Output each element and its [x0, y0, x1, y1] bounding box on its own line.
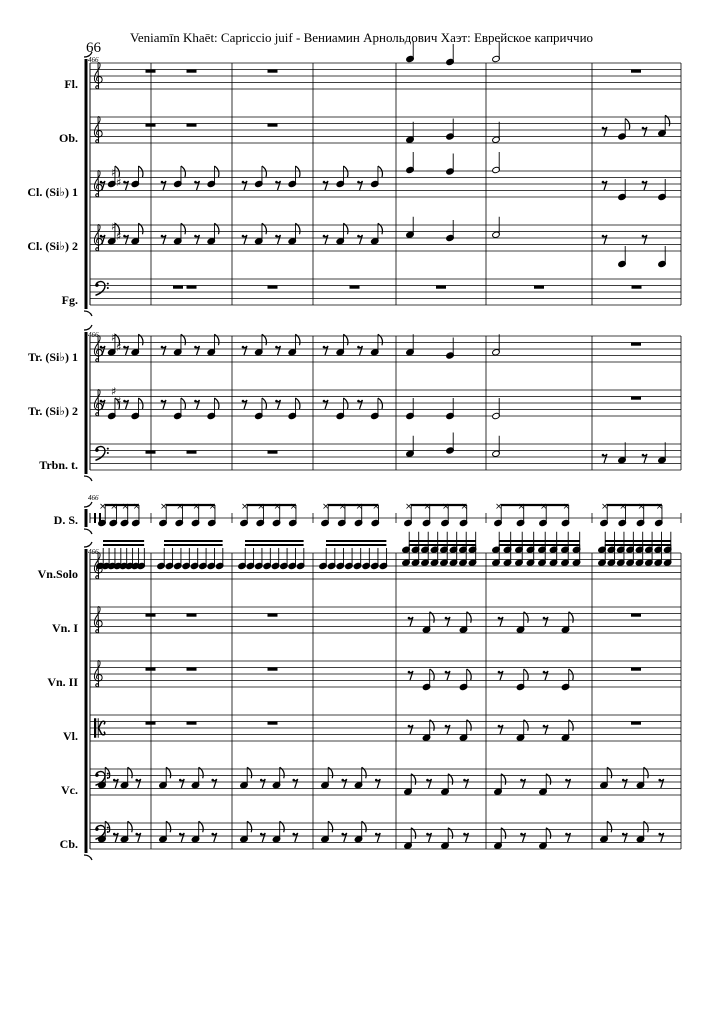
eighth-rest-icon [161, 400, 164, 403]
cymbal-x-icon: × [517, 502, 526, 512]
cymbal-x-icon: × [540, 502, 548, 512]
cymbal-x-icon: × [619, 502, 627, 512]
whole-rest-icon [173, 286, 183, 289]
eighth-rest-icon [292, 779, 295, 782]
cymbal-x-icon: × [160, 502, 168, 512]
cymbal-x-icon: × [601, 502, 609, 512]
eighth-rest-icon [408, 725, 411, 728]
measure-number-percussion: 466 [88, 494, 99, 502]
whole-rest-icon [268, 722, 278, 725]
whole-rest-icon [187, 451, 197, 454]
cymbal-x-icon: × [338, 502, 347, 512]
whole-rest-icon [187, 124, 197, 127]
whole-rest-icon [631, 343, 641, 346]
cymbal-x-icon: × [121, 502, 130, 512]
eighth-rest-icon [357, 400, 360, 403]
eighth-rest-icon [275, 400, 278, 403]
eighth-rest-icon [123, 235, 126, 238]
eighth-rest-icon [161, 235, 164, 238]
cymbal-x-icon: × [192, 502, 201, 512]
eighth-rest-icon [426, 833, 429, 836]
cymbal-x-icon: × [423, 502, 432, 512]
whole-rest-icon [534, 286, 544, 289]
cymbal-x-icon: × [655, 502, 664, 512]
cymbal-x-icon: × [273, 502, 282, 512]
eighth-rest-icon [565, 833, 568, 836]
cymbal-x-icon: × [562, 502, 571, 512]
instrument-label-drum-set: D. S. [53, 513, 78, 527]
eighth-rest-icon [445, 725, 448, 728]
eighth-rest-icon [543, 617, 546, 620]
cymbal-x-icon: × [495, 502, 503, 512]
eighth-rest-icon [135, 833, 138, 836]
note-flag [181, 166, 186, 177]
eighth-rest-icon [463, 833, 466, 836]
whole-rest-icon [187, 286, 197, 289]
cymbal-x-icon: × [110, 502, 118, 512]
cymbal-x-icon: × [289, 502, 298, 512]
eighth-rest-icon [123, 400, 126, 403]
instrument-label-flute: Fl. [64, 77, 78, 91]
eighth-rest-icon [622, 833, 625, 836]
cymbal-x-icon: × [208, 502, 217, 512]
whole-rest-icon [187, 614, 197, 617]
eighth-rest-icon [135, 779, 138, 782]
sharp-icon: ♯ [111, 220, 117, 233]
eighth-rest-icon [543, 671, 546, 674]
cymbal-x-icon: × [132, 502, 141, 512]
eighth-rest-icon [498, 617, 501, 620]
eighth-rest-icon [602, 127, 605, 130]
eighth-rest-icon [642, 235, 645, 238]
eighth-rest-icon [242, 235, 245, 238]
whole-rest-icon [631, 722, 641, 725]
eighth-rest-icon [194, 346, 197, 349]
eighth-rest-icon [242, 346, 245, 349]
eighth-rest-icon [565, 779, 568, 782]
bass-clef-icon [95, 282, 109, 296]
instrument-label-cello: Vc. [61, 783, 78, 797]
measure-number-brass: 466 [88, 331, 99, 339]
note-flag [138, 166, 143, 177]
eighth-rest-icon [323, 181, 326, 184]
instrument-label-trumpet1: Tr. (Si♭) 1 [28, 350, 78, 364]
cymbal-x-icon: × [241, 502, 249, 512]
instrument-label-bassoon: Fg. [61, 293, 78, 307]
eighth-rest-icon [445, 617, 448, 620]
instrument-label-viola: Vl. [63, 729, 78, 743]
cymbal-x-icon: × [405, 502, 413, 512]
instrument-label-violin1: Vn. I [51, 621, 78, 635]
whole-rest-icon [268, 668, 278, 671]
eighth-rest-icon [498, 725, 501, 728]
eighth-rest-icon [658, 779, 661, 782]
whole-rest-icon [146, 451, 156, 454]
sharp-icon: ♯ [111, 331, 117, 344]
bass-clef-icon [95, 447, 109, 461]
note-flag [378, 398, 383, 409]
eighth-rest-icon [292, 833, 295, 836]
page-number: 66 [86, 40, 101, 56]
whole-rest-icon [436, 286, 446, 289]
note-flag [378, 166, 383, 177]
eighth-rest-icon [426, 779, 429, 782]
eighth-rest-icon [194, 400, 197, 403]
measure-number-strings: 466 [88, 548, 99, 556]
eighth-rest-icon [100, 400, 103, 403]
eighth-rest-icon [463, 779, 466, 782]
sharp-icon: ♯ [116, 341, 122, 354]
note-flag [625, 119, 630, 130]
eighth-rest-icon [341, 779, 344, 782]
eighth-rest-icon [323, 346, 326, 349]
instrument-label-clarinet2: Cl. (Si♭) 2 [27, 239, 78, 253]
sharp-icon: ♯ [111, 166, 117, 179]
instrument-label-oboe: Ob. [58, 131, 78, 145]
eighth-rest-icon [498, 671, 501, 674]
eighth-rest-icon [211, 833, 214, 836]
instrument-label-clarinet1: Cl. (Si♭) 1 [27, 185, 78, 199]
eighth-rest-icon [260, 833, 263, 836]
whole-rest-icon [146, 124, 156, 127]
eighth-rest-icon [179, 779, 182, 782]
whole-rest-icon [146, 614, 156, 617]
note-flag [214, 398, 219, 409]
note-flag [214, 166, 219, 177]
eighth-rest-icon [100, 346, 103, 349]
eighth-rest-icon [520, 833, 523, 836]
eighth-rest-icon [123, 181, 126, 184]
eighth-rest-icon [375, 833, 378, 836]
cymbal-x-icon: × [372, 502, 380, 512]
eighth-rest-icon [357, 235, 360, 238]
instrument-label-contrabass: Cb. [59, 837, 78, 851]
eighth-rest-icon [211, 779, 214, 782]
note-flag [295, 166, 300, 177]
eighth-rest-icon [275, 235, 278, 238]
eighth-rest-icon [161, 181, 164, 184]
eighth-rest-icon [123, 346, 126, 349]
sharp-icon: ♯ [116, 395, 122, 408]
note-flag [295, 398, 300, 409]
eighth-rest-icon [602, 454, 605, 457]
eighth-rest-icon [602, 181, 605, 184]
whole-rest-icon [187, 70, 197, 73]
cymbal-x-icon: × [176, 502, 184, 512]
eighth-rest-icon [323, 400, 326, 403]
note-flag [262, 398, 267, 409]
whole-rest-icon [350, 286, 360, 289]
eighth-rest-icon [194, 235, 197, 238]
note-flag [467, 669, 472, 680]
eighth-rest-icon [242, 181, 245, 184]
note-flag [430, 669, 435, 680]
whole-rest-icon [268, 451, 278, 454]
note-flag [569, 669, 574, 680]
whole-rest-icon [631, 668, 641, 671]
eighth-rest-icon [260, 779, 263, 782]
cymbal-x-icon: × [637, 502, 646, 512]
cymbal-x-icon: × [355, 502, 364, 512]
eighth-rest-icon [642, 181, 645, 184]
eighth-rest-icon [622, 779, 625, 782]
eighth-rest-icon [100, 235, 103, 238]
cymbal-x-icon: × [257, 502, 265, 512]
note-flag [524, 669, 529, 680]
instrument-label-trombone: Trbn. t. [39, 458, 78, 472]
sharp-icon: ♯ [111, 385, 117, 398]
whole-rest-icon [268, 614, 278, 617]
note-flag [262, 166, 267, 177]
whole-rest-icon [631, 397, 641, 400]
note-flag [343, 166, 348, 177]
eighth-rest-icon [341, 833, 344, 836]
eighth-rest-icon [113, 833, 116, 836]
eighth-rest-icon [179, 833, 182, 836]
whole-rest-icon [146, 722, 156, 725]
eighth-rest-icon [100, 181, 103, 184]
eighth-rest-icon [323, 235, 326, 238]
eighth-rest-icon [543, 725, 546, 728]
sharp-icon: ♯ [116, 230, 122, 243]
instrument-label-violin-solo: Vn.Solo [37, 567, 78, 581]
eighth-rest-icon [642, 127, 645, 130]
eighth-rest-icon [408, 617, 411, 620]
eighth-rest-icon [445, 671, 448, 674]
eighth-rest-icon [375, 779, 378, 782]
whole-rest-icon [146, 70, 156, 73]
cymbal-x-icon: × [460, 502, 469, 512]
score-title: Veniamīn Khaēt: Capriccio juif - Вениамин Арнольдович Хаэт: Еврейское каприччио [129, 30, 594, 45]
whole-rest-icon [187, 722, 197, 725]
whole-rest-icon [146, 668, 156, 671]
whole-rest-icon [187, 668, 197, 671]
whole-rest-icon [632, 286, 642, 289]
whole-rest-icon [631, 70, 641, 73]
cymbal-x-icon: × [99, 502, 107, 512]
eighth-rest-icon [194, 181, 197, 184]
note-flag [138, 398, 143, 409]
whole-rest-icon [268, 286, 278, 289]
eighth-rest-icon [408, 671, 411, 674]
percussion-clef-icon [94, 513, 96, 523]
measure-number-woodwinds: 466 [88, 56, 99, 64]
eighth-rest-icon [357, 346, 360, 349]
eighth-rest-icon [113, 779, 116, 782]
eighth-rest-icon [357, 181, 360, 184]
whole-rest-icon [268, 124, 278, 127]
cymbal-x-icon: × [322, 502, 330, 512]
eighth-rest-icon [275, 346, 278, 349]
whole-rest-icon [631, 614, 641, 617]
instrument-label-violin2: Vn. II [47, 675, 78, 689]
note-flag [343, 398, 348, 409]
whole-rest-icon [268, 70, 278, 73]
eighth-rest-icon [275, 181, 278, 184]
cymbal-x-icon: × [442, 502, 450, 512]
eighth-rest-icon [602, 235, 605, 238]
eighth-rest-icon [642, 454, 645, 457]
eighth-rest-icon [520, 779, 523, 782]
eighth-rest-icon [242, 400, 245, 403]
note-flag [181, 398, 186, 409]
eighth-rest-icon [658, 833, 661, 836]
instrument-label-trumpet2: Tr. (Si♭) 2 [28, 404, 78, 418]
sharp-icon: ♯ [116, 176, 122, 189]
eighth-rest-icon [161, 346, 164, 349]
